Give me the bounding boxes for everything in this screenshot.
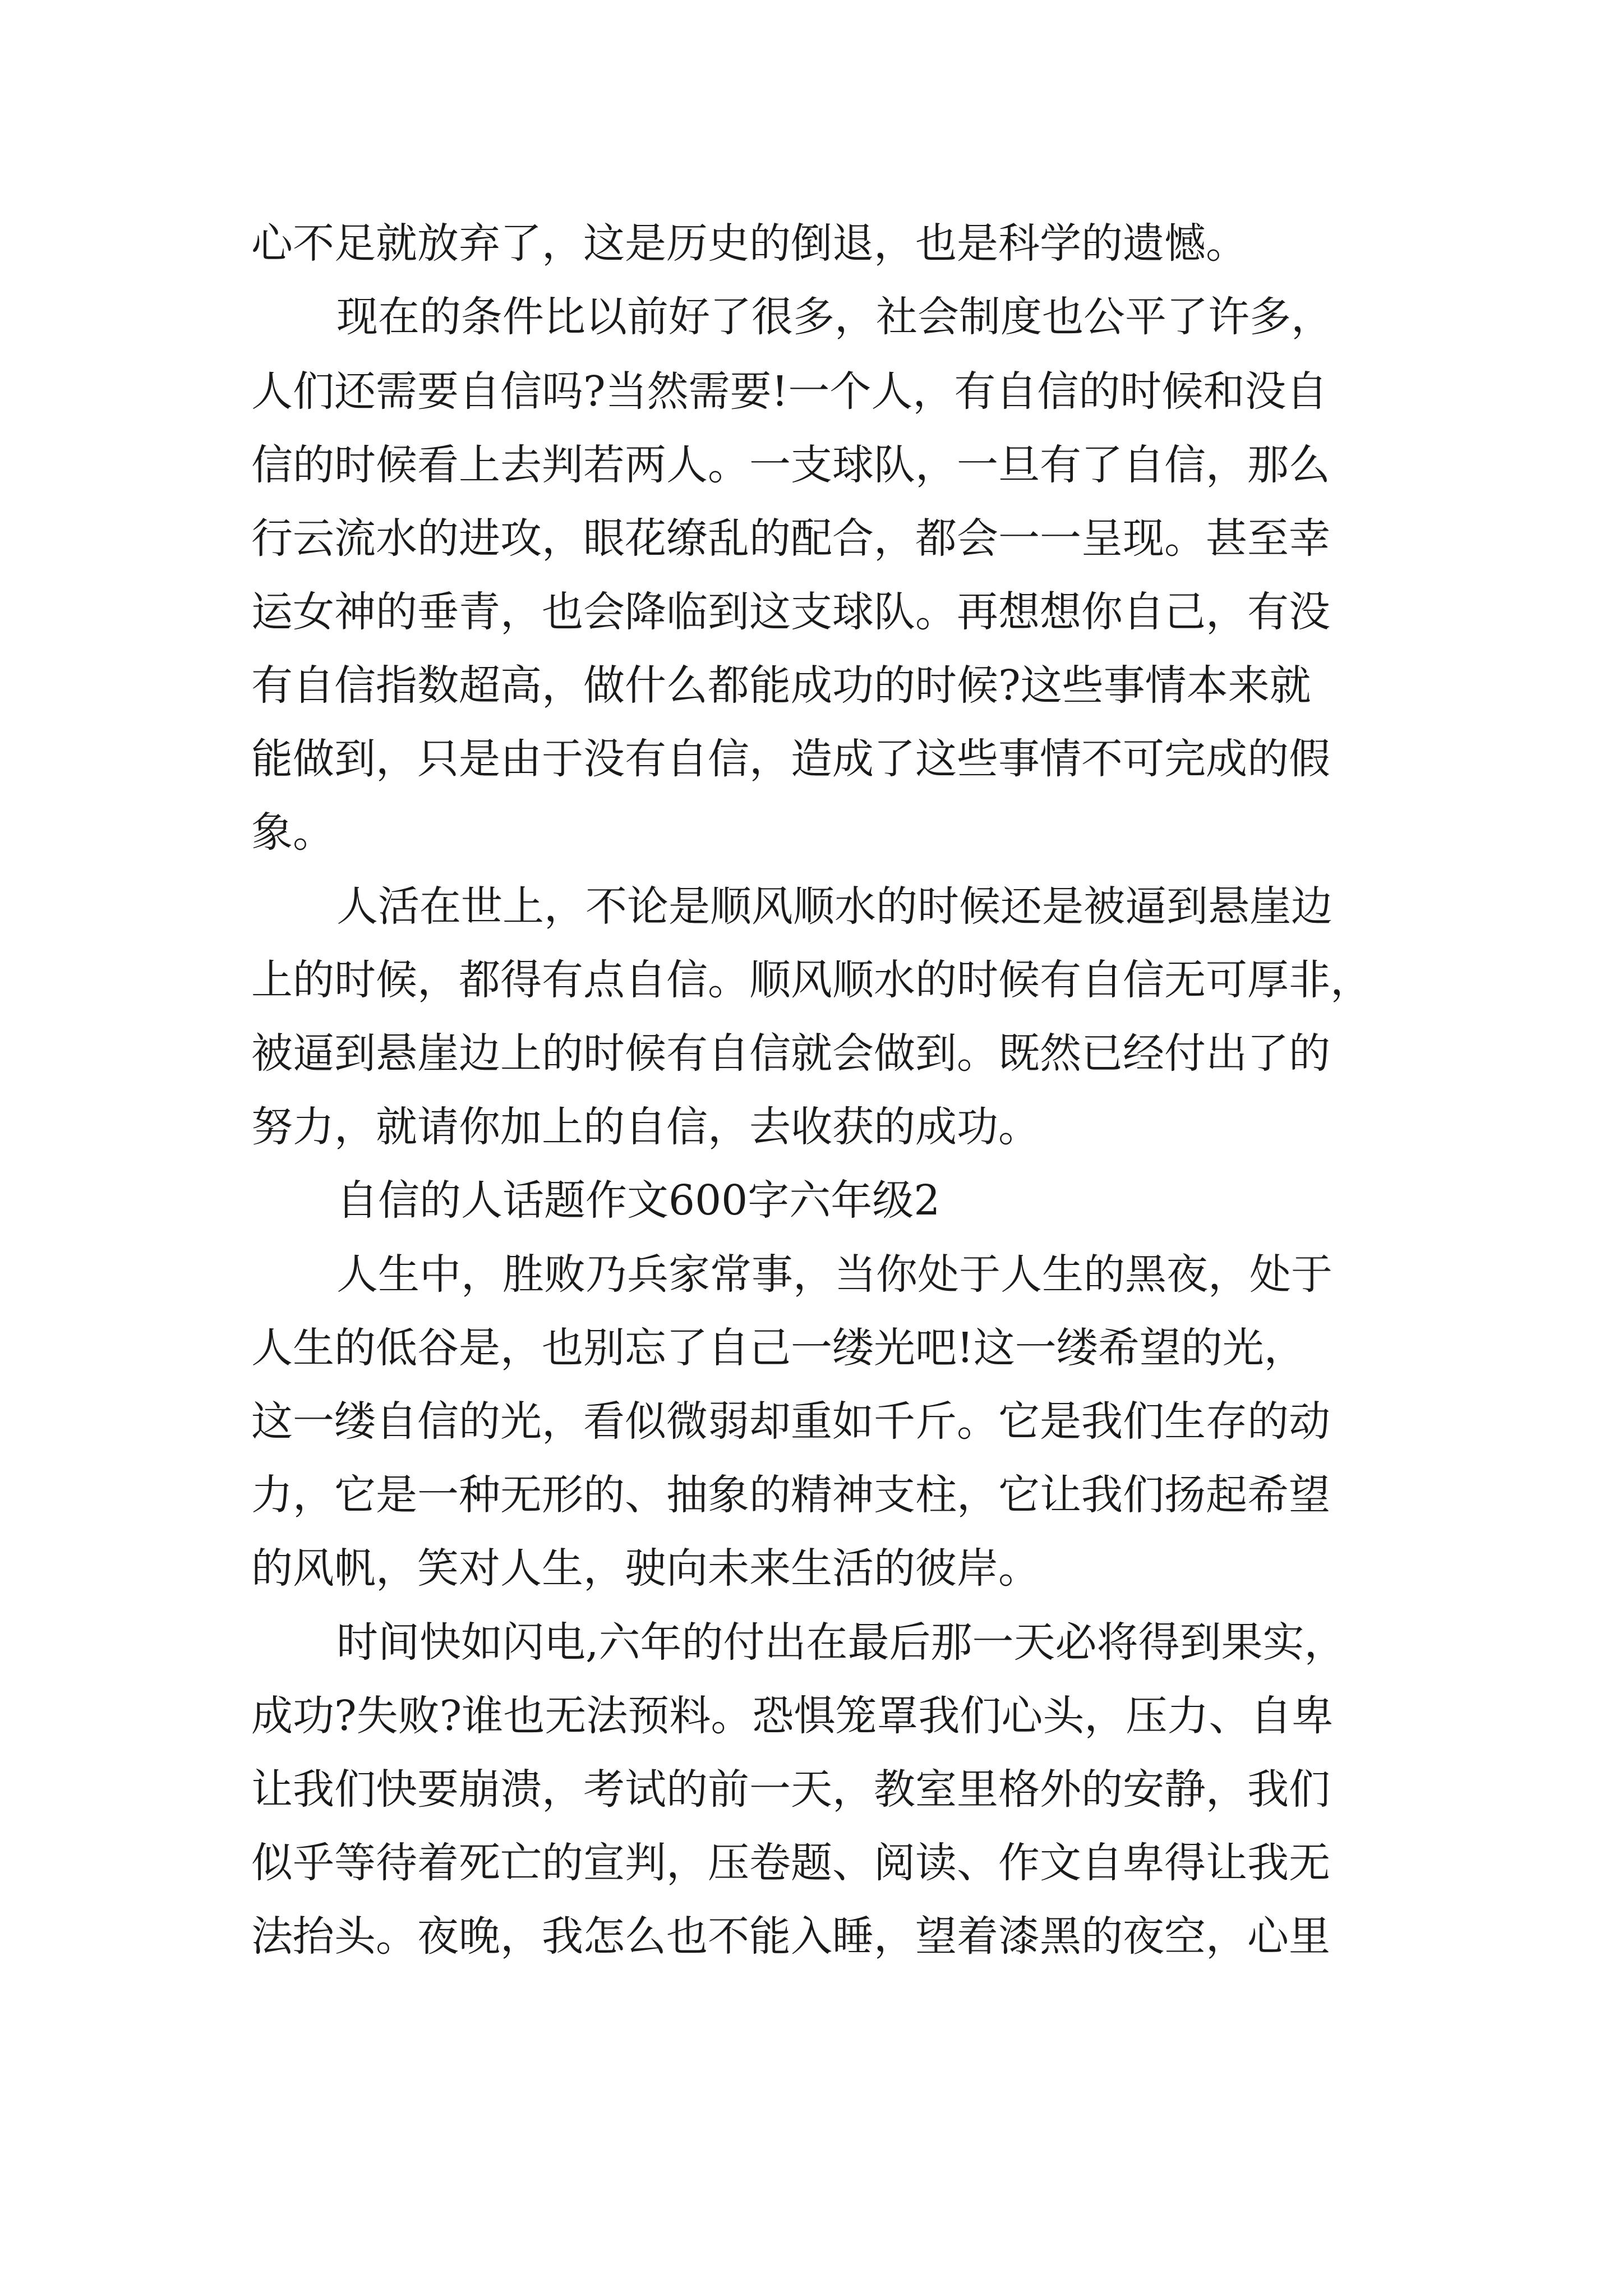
- text-line: 似乎等待着死亡的宣判，压卷题、阅读、作文自卑得让我无: [251, 1839, 1330, 1887]
- paragraph-first-line: 人活在世上，不论是顺风顺水的时候还是被逼到悬崖边: [336, 882, 1332, 931]
- text-line: 法抬头。夜晚，我怎么也不能入睡，望着漆黑的夜空，心里: [251, 1912, 1330, 1961]
- text-line: 成功?失败?谁也无法预料。恐惧笼罩我们心头，压力、自卑: [251, 1692, 1334, 1740]
- paragraph-first-line: 时间快如闪电,六年的付出在最后那一天必将得到果实，: [336, 1618, 1346, 1667]
- text-line: 力，它是一种无形的、抽象的精神支柱，它让我们扬起希望: [251, 1471, 1330, 1519]
- text-line: 这一缕自信的光，看似微弱却重如千斤。它是我们生存的动: [251, 1397, 1330, 1446]
- text-line: 上的时候，都得有点自信。顺风顺水的时候有自信无可厚非，: [251, 956, 1372, 1004]
- text-line: 运女神的垂青，也会降临到这支球队。再想想你自己，有没: [251, 588, 1330, 636]
- paragraph-first-line: 现在的条件比以前好了很多，社会制度也公平了许多，: [336, 293, 1332, 341]
- text-line: 象。: [251, 808, 334, 857]
- text-line: 信的时候看上去判若两人。一支球队，一旦有了自信，那么: [251, 441, 1330, 489]
- text-line: 能做到，只是由于没有自信，造成了这些事情不可完成的假: [251, 735, 1330, 783]
- text-line: 让我们快要崩溃，考试的前一天，教室里格外的安静，我们: [251, 1765, 1330, 1814]
- paragraph-first-line: 人生中，胜败乃兵家常事，当你处于人生的黑夜，处于: [336, 1250, 1332, 1299]
- text-line: 努力，就请你加上的自信，去收获的成功。: [251, 1103, 1040, 1151]
- text-line: 行云流水的进攻，眼花缭乱的配合，都会一一呈现。甚至幸: [251, 514, 1330, 563]
- text-line: 人生的低谷是，也别忘了自己一缕光吧!这一缕希望的光，: [251, 1324, 1306, 1372]
- section-heading: 自信的人话题作文600字六年级2: [336, 1176, 940, 1225]
- text-line: 人们还需要自信吗?当然需要!一个人，有自信的时候和没自: [251, 367, 1328, 416]
- text-line: 被逼到悬崖边上的时候有自信就会做到。既然已经付出了的: [251, 1029, 1330, 1078]
- text-line: 心不足就放弃了，这是历史的倒退，也是科学的遗憾。: [251, 219, 1247, 268]
- text-line: 有自信指数超高，做什么都能成功的时候?这些事情本来就: [251, 661, 1311, 710]
- text-line: 的风帆，笑对人生，驶向未来生活的彼岸。: [251, 1544, 1040, 1593]
